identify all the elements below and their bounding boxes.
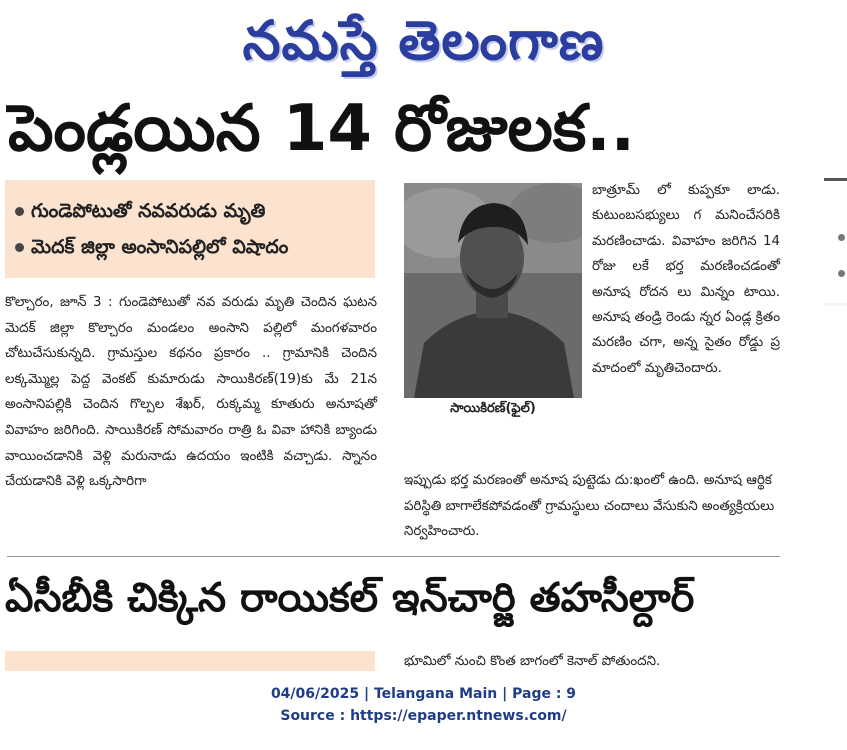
- bullet-dot-icon: [838, 270, 845, 277]
- edge-rule: [824, 178, 847, 181]
- adjacent-article-edge: [820, 178, 847, 668]
- second-article-highlight: [5, 651, 375, 671]
- article-body-column-right: [592, 178, 780, 381]
- bullet-dot-icon: [15, 243, 24, 252]
- newspaper-masthead: [0, 0, 847, 88]
- person-photo-icon: [404, 183, 582, 398]
- masthead-title: నమస్తే తెలంగాణ: [242, 8, 605, 72]
- bullet-dot-icon: [838, 234, 845, 241]
- highlight-item: [15, 200, 265, 227]
- article-paragraph: బాత్రూమ్ లో కుప్పకూ లాడు. కుటుంబసభ్యులు గ మనించేసరికి మరణించాడు. వివాహం జరిగిన 14 రోజు లకే భర్త మరణించడంతో అనూష రోదన లు మిన్నం టాయి. అనూష తండ్రి రెండు న్నర ఏండ్ల క్రితం మరణిం చగా, అన్న సైతం రోడ్డు ప్ర మాదంలో మృతిచెందారు.: [592, 183, 780, 376]
- bullet-dot-icon: [15, 207, 24, 216]
- article-paragraph: ఇప్పుడు భర్త మరణంతో అనూష పుట్టెడు దు:ఖంలో ఉంది. అనూష ఆర్థిక పరిస్థితి బాగాలేకపోవడంతో గ్రామస్థులు చందాలు వేసుకుని అంత్యక్రియలు నిర్వహించారు.: [404, 473, 775, 540]
- highlight-text: గుండెపోటుతో నవవరుడు మృతి: [31, 200, 266, 222]
- second-article-body: భూమిలో నుంచి కొంత బాగంలో కెనాల్ పోతుందని.: [404, 654, 661, 669]
- article-body-column-left: [5, 290, 377, 495]
- footer-date-line: 04/06/2025 | Telangana Main | Page : 9: [270, 686, 577, 702]
- footer-source-line: Source : https://epaper.ntnews.com/: [280, 708, 567, 724]
- second-article-headline: ఏసీబీకి చిక్కిన రాయికల్ ఇన్‌చార్జి తహసీల్దార్: [5, 575, 695, 621]
- edge-rule: [824, 303, 847, 306]
- article-divider: [7, 556, 780, 557]
- highlight-item: [15, 236, 288, 263]
- article-highlights: [5, 180, 375, 278]
- photo-caption: సాయికిరణ్(ఫైల్): [450, 401, 536, 416]
- page-footer: [0, 683, 847, 727]
- highlight-text: మెదక్ జిల్లా అంసానిపల్లిలో విషాదం: [31, 236, 289, 258]
- article-body-continuation: [404, 455, 780, 558]
- article-paragraph: కొల్చారం, జూన్ 3 : గుండెపోటుతో నవ వరుడు మృతి చెందిన ఘటన మెదక్ జిల్లా కొల్చారం మండలం అంసాని పల్లిలో మంగళవారం చోటుచేసుకున్నది. గ్రామస్తుల కథనం ప్రకారం .. గ్రామానికి చెందిన లక్కమ్మొల్ల పెద్ద వెంకట్ కుమారుడు సాయికిరణ్(19)కు మే 21న అంసానిపల్లికి చెందిన గొల్పల శేఖర్, రుక్కమ్మ కూతురు అనూషతో వివాహం జరిగింది. సాయికిరణ్ సోమవారం రాత్రి ఓ వివా హానికి బ్యాండు వాయించడానికి వెళ్లి మరునాడు ఉదయం ఇంటికి వచ్చాడు. స్నానం చేయడానికి వెళ్లి ఒక్కసారిగా: [5, 295, 377, 490]
- article-headline: పెండ్లయిన 14 రోజులక..: [8, 92, 635, 166]
- article-photo: [404, 183, 582, 398]
